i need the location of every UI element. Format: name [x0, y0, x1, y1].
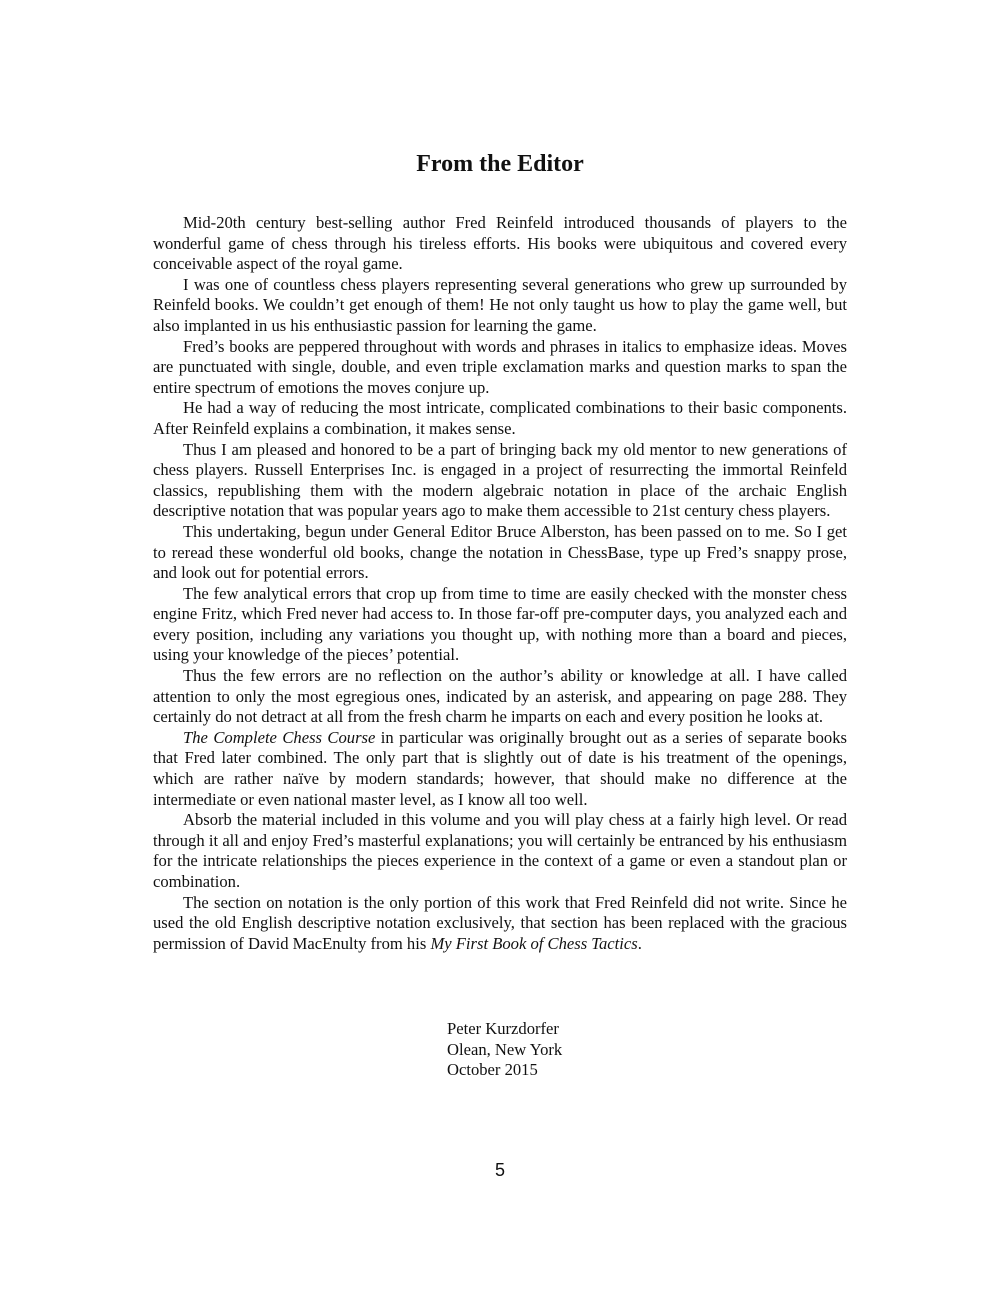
page-number: 5: [494, 1160, 505, 1180]
signature-name: Peter Kurzdorfer: [447, 1019, 559, 1038]
body-paragraph: [153, 275, 847, 337]
body-paragraph: [153, 728, 847, 810]
paragraph-text: Mid-20th century best-selling author Fred Reinfeld introduced thousands of players to the wonderful game of chess through his tireless efforts. His books were ubiquitous and covered every conceivable aspect of the royal game.: [153, 213, 847, 274]
body-paragraph: [153, 440, 847, 522]
book-title: The Complete Chess Course: [183, 727, 376, 747]
signature-block: [447, 1019, 747, 1081]
paragraph-text: The few analytical errors that crop up from time to time are easily checked with the monster chess engine Fritz, which Fred never had access to. In those far-off pre-computer days, you analyzed each and every position, including any variations you thought up, with nothing more than a board and pieces, using your knowledge of the pieces’ potential.: [153, 583, 847, 665]
paragraph-text: .: [637, 933, 642, 953]
paragraph-text: Fred’s books are peppered throughout with words and phrases in italics to emphasize ideas. Moves are punctuated with single, double, and even triple exclamation marks and question marks to span the entire spectrum of emotions the moves conjure up.: [153, 336, 847, 397]
paragraph-text: This undertaking, begun under General Editor Bruce Alberston, has been passed on to me. So I get to reread these wonderful old books, change the notation in ChessBase, type up Fred’s snappy prose, and look out for potential errors.: [153, 521, 847, 583]
body-paragraph: [153, 398, 847, 439]
book-title: My First Book of Chess Tactics: [430, 933, 638, 953]
paragraph-text: Thus the few errors are no reflection on the author’s ability or knowledge at all. I have called attention to only the most egregious ones, indicated by an asterisk, and appearing on page 288. They certainly do not detract at all from the fresh charm he imparts on each and every position he looks at.: [153, 666, 847, 727]
body-paragraph: [153, 584, 847, 666]
paragraph-text: The section on notation is the only portion of this work that Fred Reinfeld did not write. Since he used the old English descriptive notation exclusively, that section has been replaced with the gracious permission of David MacEnulty from his: [153, 892, 847, 953]
signature-location: Olean, New York: [447, 1039, 563, 1059]
paragraph-text: Absorb the material included in this volume and you will play chess at a fairly high level. Or read through it all and enjoy Fred’s masterful explanations; you will certainly be entranced by his enthusiasm for the intricate relationships the pieces experience in the context of a game or even a standout plan or combination.: [153, 810, 847, 891]
body-paragraph: [153, 666, 847, 728]
body-paragraph: [153, 893, 847, 955]
body-paragraph: [153, 810, 847, 892]
paragraph-text: Thus I am pleased and honored to be a part of bringing back my old mentor to new generations of chess players. Russell Enterprises Inc. is engaged in a project of resurrecting the immortal Reinfeld classics, republishing them with the modern algebraic notation in place of the archaic English descriptive notation that was popular years ago to make them accessible to 21st century chess players.: [153, 439, 847, 521]
body-paragraph: [153, 522, 847, 584]
paragraph-text: in particular was originally brought out as a series of separate books that Fred later combined. The only part that is slightly out of date is his treatment of the openings, which are rather naïve by modern standards; however, that should make no difference at the intermediate or even national master level, as I know all too well.: [153, 727, 847, 809]
body-paragraph: [153, 213, 847, 275]
page-title: From the Editor: [416, 151, 584, 177]
paragraph-text: He had a way of reducing the most intricate, complicated combinations to their basic components. After Reinfeld explains a combination, it makes sense.: [153, 398, 847, 438]
signature-date: October 2015: [447, 1060, 538, 1080]
paragraph-text: I was one of countless chess players representing several generations who grew up surrounded by Reinfeld books. We couldn’t get enough of them! He not only taught us how to play the game well, but also implanted in us his enthusiastic passion for learning the game.: [153, 274, 847, 335]
editor-note-body: [153, 213, 847, 954]
body-paragraph: [153, 337, 847, 399]
